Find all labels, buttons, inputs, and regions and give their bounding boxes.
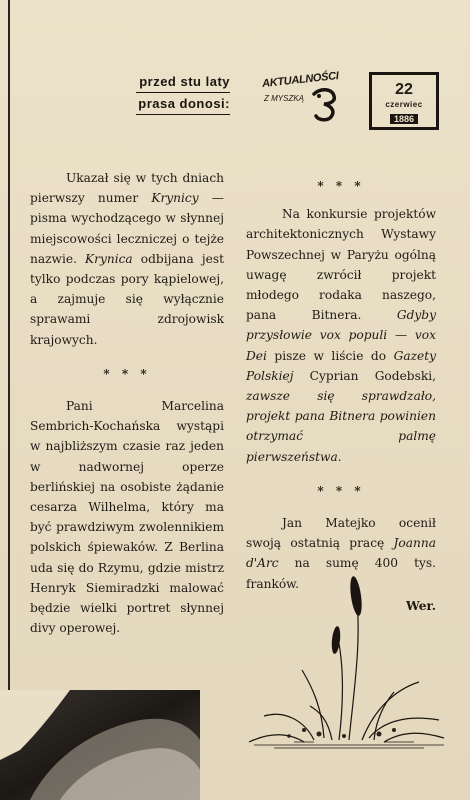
- mouse-icon: [310, 86, 340, 122]
- photo-fragment: [0, 690, 200, 800]
- article-text: odbijana jest tylko podczas pory kąpielowej, a zajmuje się wyłącznie sprawami zdrojowisk krajowych.: [30, 251, 225, 347]
- article-text: Ukazał się w tych dniach pierwszy numer: [30, 171, 224, 206]
- article-text: pisze w liście do: [266, 348, 394, 363]
- section-separator: * * *: [317, 483, 365, 498]
- quote-text: Gdyby przysłowie vox populi — vox Dei: [246, 308, 436, 363]
- article-krynica: [30, 168, 224, 350]
- logo-title: AKTUALNOŚCI: [261, 70, 340, 90]
- quote-text: zawsze się sprawdzało, projekt pana Bitnera powinien otrzymać palmę pierwszeństwa: [246, 389, 436, 464]
- article-text: — pisma wychodzącego w słynnej miejscowości leczniczej o tejże nazwie.: [30, 191, 224, 266]
- logo-subtitle: Z MYSZKĄ: [264, 94, 305, 103]
- date-day: 22: [395, 81, 413, 98]
- section-separator: * * *: [317, 179, 365, 193]
- left-border-rule: [8, 0, 10, 690]
- article-text: Cyprian Godebski,: [293, 368, 436, 383]
- article-bitner: [246, 204, 436, 467]
- author-signature: Wer.: [406, 598, 436, 613]
- date-box: [369, 72, 439, 130]
- left-column: [30, 168, 224, 638]
- column-heading-line-1: przed stu laty: [136, 74, 230, 93]
- column-heading-line-2: prasa donosi:: [136, 96, 230, 115]
- article-sembrich: Pani Marcelina Sembrich-Kochańska wystąpi w najbliższym czasie raz jeden w nadwornej operze berlińskiej na osobiste żądanie cesarza Wilhelma, który ma być prawdziwym zwolennikiem polskich śpiewaków. Z Berlina uda się do Rzymu, gdzie mistrz Henryk Siemiradzki malować będzie wielki portret słynnej divy operowej.: [30, 399, 224, 636]
- journal-title: Krynica: [85, 251, 133, 266]
- aktualnosci-logo: [262, 72, 342, 128]
- article-text: na sumę 400 tys. franków.: [246, 556, 436, 591]
- right-column: [246, 176, 436, 616]
- reeds-illustration: [244, 570, 454, 750]
- article-text: .: [337, 449, 342, 464]
- newspaper-title: Gazety Polskiej: [246, 348, 436, 383]
- section-separator: * * *: [103, 366, 151, 381]
- date-month: czerwiec: [385, 100, 423, 109]
- article-text: Jan Matejko ocenił swoją ostatnią pracę: [246, 516, 436, 551]
- article-text: Na konkursie projektów architektonicznych Wystawy Powszechnej w Paryżu ogólną uwagę zwrócił projekt młodego rodaka naszego, pana Bitnera.: [246, 207, 436, 323]
- date-year: 1886: [390, 114, 418, 124]
- journal-title: Krynicy: [151, 191, 199, 206]
- painting-title: Joanna d'Arc: [246, 536, 436, 571]
